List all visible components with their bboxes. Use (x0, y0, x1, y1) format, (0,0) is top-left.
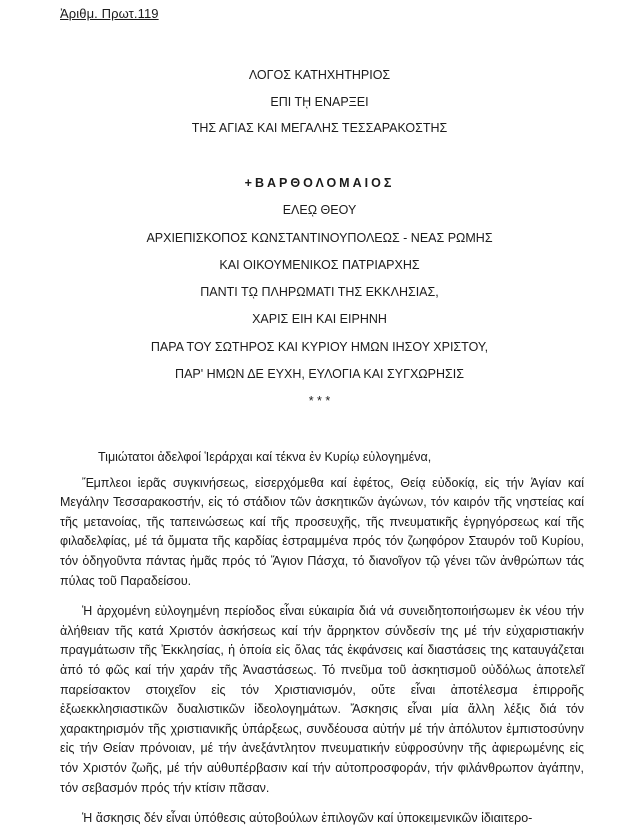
greeting: Τιμιώτατοι ἀδελφοί Ἱεράρχαι καί τέκνα ἐν Κυρίῳ εὐλογημένα, (98, 450, 432, 464)
header-line: ΠΑΝΤΙ Τῼ ΠΛΗΡΩΜΑΤΙ ΤΗΣ ΕΚΚΛΗΣΙΑΣ, (200, 285, 439, 300)
paragraph: Ἡ ἀρχομένη εὐλογημένη περίοδος εἶναι εὐκαιρία διά νά συνειδητοποιήσωμεν ἐκ νέου τήν ἀλήθειαν τῆς κατά Χριστόν ἀσκήσεως καί τήν ἄρρηκτον σύνδεσίν της μέ τήν εὐχαριστιακήν πραγμάτωσιν τῆς Ἐκκλησίας, ἡ ὁποία εἰς ὅλας τάς ἐκφάνσεις καί διαστάσεις της καταυγάζεται ἀπό τό φῶς καί τήν χαράν τῆς Ἀναστάσεως. Τό πνεῦμα τοῦ ἀσκητισμοῦ οὐδόλως ἀποτελεῖ παρείσακτον στοιχεῖον εἰς τόν Χριστιανισμόν, οὔτε εἶναι ἀποτέλεσμα ἐπιρροῆς ἐξωεκκλησιαστικῶν δυαλιστικῶν ἰδεολογημάτων. Ἄσκησις εἶναι μία ἄλλη λέξις διά τόν χαρακτηρισμόν τῆς χριστιανικῆς ὑπάρξεως, συνδέουσα αὐτήν μέ τήν ἀπόλυτον ἐμπιστοσύνην εἰς τήν Θείαν πρόνοιαν, μέ τήν ἀνεξάντλητον πνευματικήν εὐφροσύνην τῆς ἀφιερωμένης εἰς τόν Χριστόν ζωῆς, μέ τήν αὐθυπέρβασιν καί τήν αὐτοπροσφοράν, τήν φιλάνθρωπον ἀγάπην, τόν σεβασμόν πρός τήν κτίσιν πᾶσαν. (60, 604, 584, 795)
protocol-number: Ἀριθμ. Πρωτ.119 (60, 6, 159, 21)
header-line: ΧΑΡΙΣ ΕΙΗ ΚΑΙ ΕΙΡΗΝΗ (252, 312, 387, 327)
section-separator: * * * (308, 394, 331, 409)
header-line: ΠΑΡ' ΗΜΩΝ ΔΕ ΕΥΧΗ, ΕΥΛΟΓΙΑ ΚΑΙ ΣΥΓΧΩΡΗΣΙΣ (175, 367, 464, 382)
title-line: ΤΗΣ ΑΓΙΑΣ ΚΑΙ ΜΕΓΑΛΗΣ ΤΕΣΣΑΡΑΚΟΣΤΗΣ (191, 121, 448, 135)
header-line: ΠΑΡΑ ΤΟΥ ΣΩΤΗΡΟΣ ΚΑΙ ΚΥΡΙΟΥ ΗΜΩΝ ΙΗΣΟΥ ΧΡΙΣΤΟΥ, (150, 339, 489, 354)
paragraph: Ἔμπλεοι ἱερᾶς συγκινήσεως, εἰσερχόμεθα καί ἐφέτος, Θείᾳ εὐδοκίᾳ, εἰς τήν Ἁγίαν καί Μεγάλην Τεσσαρακοστήν, εἰς τό στάδιον τῶν ἀσκητικῶν ἀγώνων, τόν καιρόν τῆς νηστείας καί τῆς μετανοίας, τῆς ταπεινώσεως καί τῆς προσευχῆς, τῆς πνευματικῆς ἐγρηγόρσεως καί τῆς φιλαδελφίας, μέ τά ὄμματα τῆς καρδίας ἐστραμμένα πρός τόν ζωηφόρον Σταυρόν τοῦ Κυρίου, τόν ὁδηγοῦντα πάντας ἡμᾶς πρός τό Ἅγιον Πάσχα, τό διανοῖγον τῷ γένει τῶν ἀνθρώπων τάς πύλας τοῦ Παραδείσου. (60, 475, 584, 588)
header-line: ΕΛΕῼ ΘΕΟΥ (282, 203, 357, 218)
header-line: ΚΑΙ ΟΙΚΟΥΜΕΝΙΚΟΣ ΠΑΤΡΙΑΡΧΗΣ (219, 257, 420, 272)
paragraph: Ἡ ἄσκησις δέν εἶναι ὑπόθεσις αὐτοβούλων ἐπιλογῶν καί ὑποκειμενικῶν ἰδιαιτερο- (82, 811, 533, 826)
title-line: ΕΠΙ Τῌ ΕΝΑΡΞΕΙ (270, 94, 369, 109)
signature-name: +ΒΑΡΘΟΛΟΜΑΙΟΣ (244, 176, 395, 190)
body-text (60, 448, 584, 840)
patriarchal-header (0, 170, 639, 416)
title-line: ΛΟΓΟΣ ΚΑΤΗΧΗΤΗΡΙΟΣ (248, 68, 391, 82)
header-line: ΑΡΧΙΕΠΙΣΚΟΠΟΣ ΚΩΝΣΤΑΝΤΙΝΟΥΠΟΛΕΩΣ - ΝΕΑΣ ΡΩΜΗΣ (146, 230, 493, 245)
document-title (0, 62, 639, 142)
